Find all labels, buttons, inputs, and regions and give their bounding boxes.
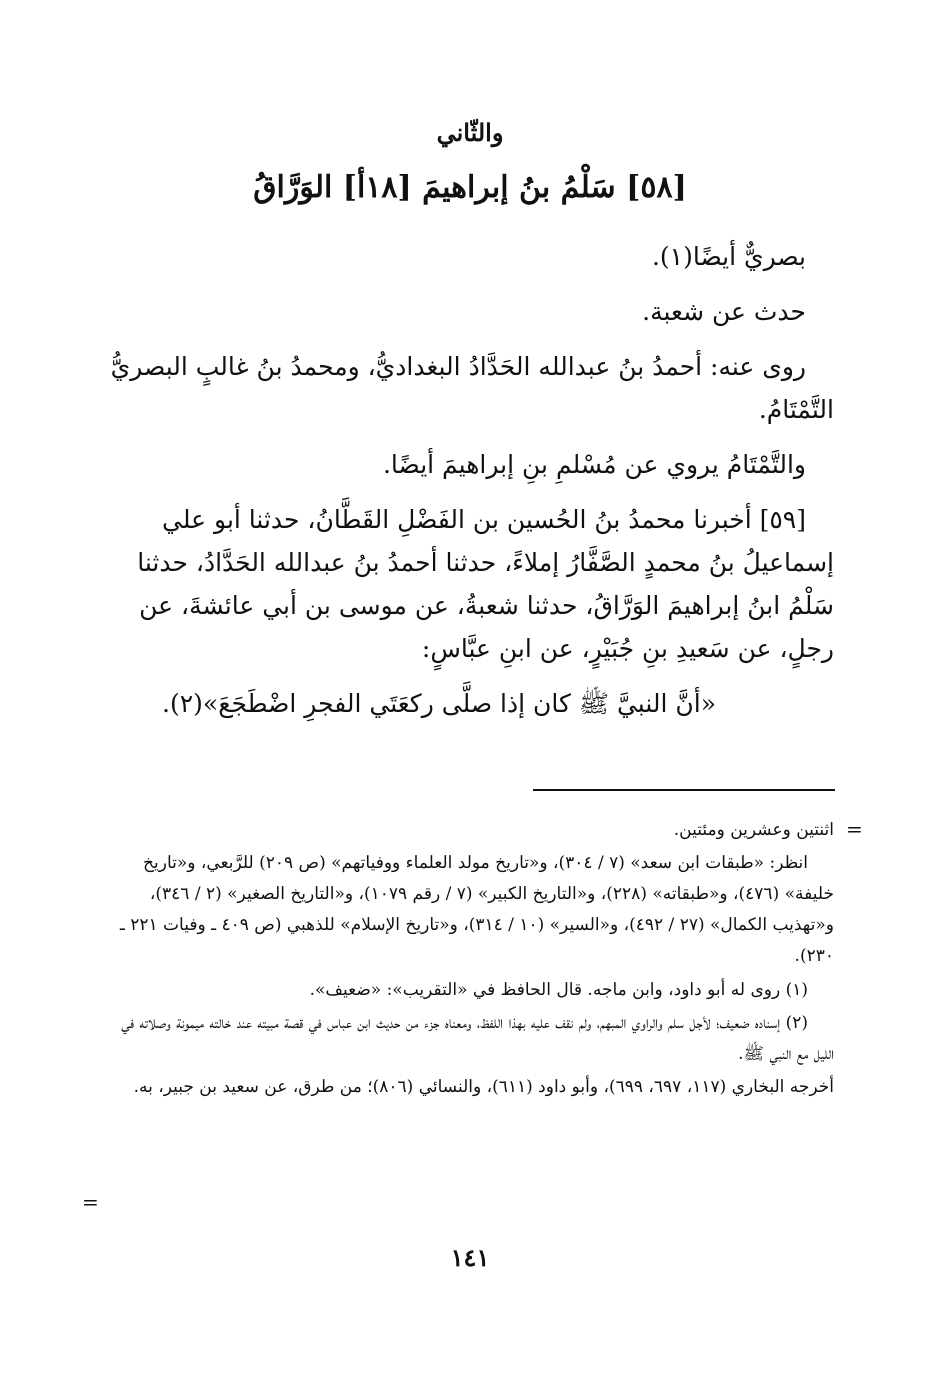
section-label: والثّاني [436,118,504,147]
footnote-1: (١) روى له أبو داود، وابن ماجه. قال الحافظ في «التقريب»: «ضعيف». [309,979,808,1000]
paragraph-hadith-chain: [٥٩] أخبرنا محمدُ بنُ الحُسين بن الفَضْلِ القَطَّانُ، حدثنا أبو علي إسماعيلُ بنُ محمدٍ الصَّفَّارُ إملاءً، حدثنا أحمدُ بنُ عبدالله الحَدَّادُ، حدثنا سَلْمُ ابنُ إبراهيمَ الوَرَّاقُ، حدثنا شعبةُ، عن موسى بن أبي عائشةَ، عن رجلٍ، عن سَعيدِ بنِ جُبَيْرٍ، عن ابنِ عبَّاسٍ: [137,505,834,663]
paragraph-note: والتَّمْتَامُ يروي عن مُسْلمِ بنِ إبراهيمَ أيضًا. [382,450,806,479]
main-text [108,235,834,737]
continued-mark: = [846,817,863,841]
hadith-quote: «أنَّ النبيَّ ﷺ كان إذا صلَّى ركعَتَي الفجرِ اضْطَجَعَ»(٢). [162,689,716,718]
paragraph-narrated-from: حدث عن شعبة. [642,297,806,326]
paragraph-origin: بصريٌّ أيضًا(١). [651,242,806,271]
footnote-2: (٢) إسناده ضعيف؛ لأجل سلم والراوي المبهم، ولم نقف عليه بهذا اللفظ، ومعناه جزء من حديث ابن عباس في قصة مبيته عند خالته ميمونة وصلاته في الليل مع النبي ﷺ. [121,1012,834,1064]
footnotes [108,815,834,1105]
footnote-continuation: اثنتين وعشرين ومئتين. [673,820,834,840]
page-number: ١٤١ [450,1243,490,1272]
paragraph-narrators: روى عنه: أحمدُ بنُ عبدالله الحَدَّادُ البغداديُّ، ومحمدُ بنُ غالبٍ البصريُّ التَّمْتَامُ. [110,352,834,424]
footnote-sources: انظر: «طبقات ابن سعد» (٧ / ٣٠٤)، و«تاريخ مولد العلماء ووفياتهم» (ص ٢٠٩) للرَّبعي، و«تاريخ خليفة» (٤٧٦)، و«طبقاته» (٢٢٨)، و«التاريخ الكبير» (٧ / رقم ١٠٧٩)، و«التاريخ الصغير» (٢ / ٣٤٦)، و«تهذيب الكمال» (٢٧ / ٤٩٢)، و«السير» (١٠ / ٣١٤)، و«تاريخ الإسلام» للذهبي (ص ٤٠٩ ـ وفيات ٢٢١ ـ ٢٣٠). [119,853,834,967]
entry-title: [٥٨] سَلْمُ بنُ إبراهيمَ [١٨أ] الوَرَّاقُ [253,170,687,205]
footnote-separator [533,789,835,791]
continues-mark: = [82,1190,99,1214]
footnote-2-continuation: أخرجه البخاري (١١٧، ٦٩٧، ٦٩٩)، وأبو داود (٦١١)، والنسائي (٨٠٦)؛ من طرق، عن سعيد بن جبير، به. [133,1076,834,1097]
